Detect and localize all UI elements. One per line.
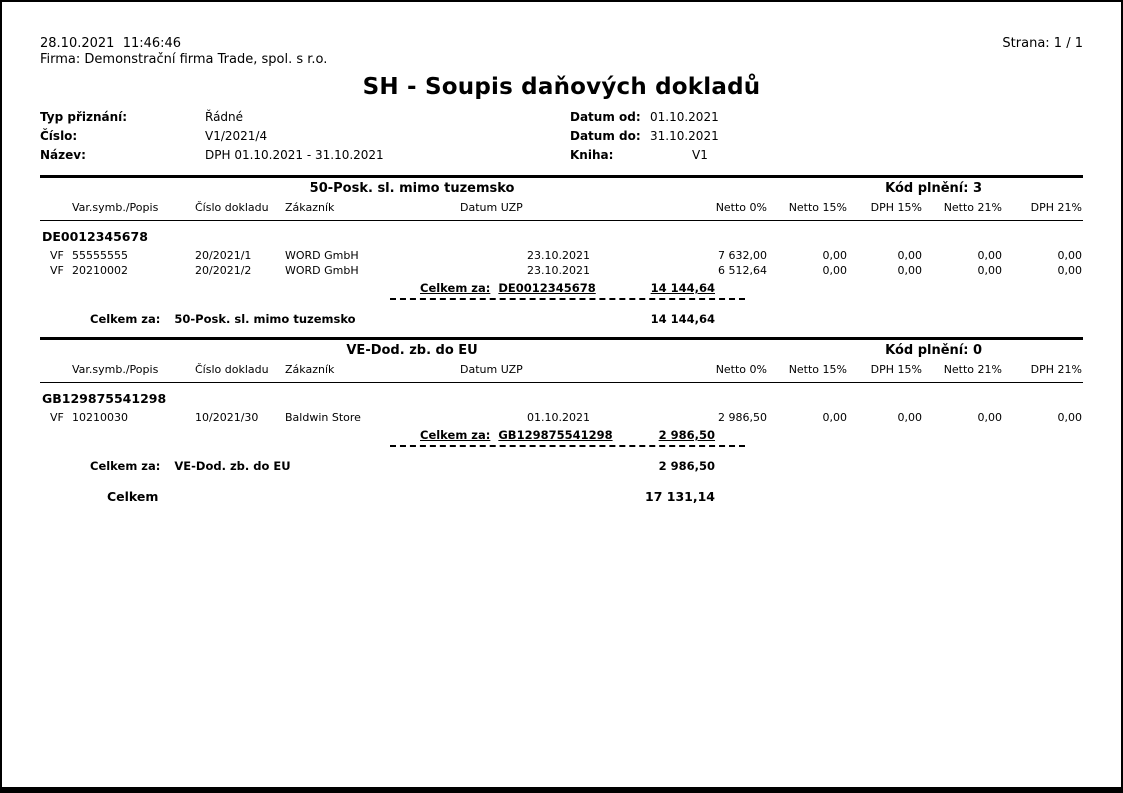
cell-doc: 20/2021/1 — [195, 249, 252, 262]
nazev-value: DPH 01.10.2021 - 31.10.2021 — [205, 148, 384, 162]
meta-row-kniha — [570, 148, 1000, 167]
cislo-value: V1/2021/4 — [205, 129, 268, 143]
section-50-posk — [40, 175, 1083, 328]
nazev-label: Název: — [40, 148, 86, 162]
cell-netto0: 7 632,00 — [718, 249, 767, 262]
cell-netto21: 0,00 — [977, 411, 1002, 424]
grand-total-row — [40, 489, 1083, 507]
col-header-netto15: Netto 15% — [788, 201, 847, 214]
table-row — [40, 248, 1083, 263]
cell-netto21: 0,00 — [977, 249, 1002, 262]
group-total-row — [390, 427, 745, 447]
grand-total-label: Celkem — [107, 489, 159, 504]
cell-dph15: 0,00 — [897, 411, 922, 424]
cell-date: 23.10.2021 — [527, 264, 590, 277]
section-total-row — [40, 312, 1083, 328]
cell-netto0: 6 512,64 — [718, 264, 767, 277]
column-headers — [40, 198, 1083, 221]
meta-row-nazev — [40, 148, 570, 167]
cell-type: VF — [50, 264, 64, 277]
col-header-date: Datum UZP — [460, 201, 523, 214]
cell-type: VF — [50, 411, 64, 424]
col-header-netto0: Netto 0% — [715, 201, 767, 214]
cell-netto15: 0,00 — [822, 411, 847, 424]
group-total-label: Celkem za: — [420, 428, 491, 442]
group-total-value: 14 144,64 — [650, 281, 715, 295]
cell-doc: 20/2021/2 — [195, 264, 252, 277]
group-name: GB129875541298 — [42, 391, 167, 406]
group-total-label: Celkem za: — [420, 281, 491, 295]
print-datetime: 28.10.2021 11:46:46 — [40, 36, 182, 51]
meta-left-column — [40, 110, 570, 167]
report-title: SH - Soupis daňových dokladů — [362, 74, 761, 100]
cislo-label: Číslo: — [40, 129, 78, 143]
group-total-value: 2 986,50 — [658, 428, 715, 442]
group-DE0012345678 — [40, 229, 1083, 300]
col-header-netto15: Netto 15% — [788, 363, 847, 376]
datum-do-value: 31.10.2021 — [650, 129, 719, 143]
kniha-value: V1 — [692, 148, 708, 162]
cell-varsymb: 20210002 — [72, 264, 128, 277]
cell-customer: WORD GmbH — [285, 249, 359, 262]
group-name: DE0012345678 — [42, 229, 148, 244]
table-row — [40, 263, 1083, 278]
group-total-name: GB129875541298 — [498, 428, 613, 442]
cell-varsymb: 10210030 — [72, 411, 128, 424]
col-header-doc: Číslo dokladu — [195, 201, 269, 214]
col-header-customer: Zákazník — [285, 201, 335, 214]
section-ve-dod — [40, 337, 1083, 475]
section-total-name: 50-Posk. sl. mimo tuzemsko — [174, 312, 356, 326]
col-header-dph21: DPH 21% — [1030, 201, 1082, 214]
cell-date: 01.10.2021 — [527, 411, 590, 424]
meta-row-datum-od — [570, 110, 1000, 129]
col-header-netto21: Netto 21% — [943, 363, 1002, 376]
cell-dph15: 0,00 — [897, 264, 922, 277]
group-GB129875541298 — [40, 391, 1083, 447]
section-total-value: 2 986,50 — [658, 459, 715, 473]
section-title: VE-Dod. zb. do EU — [346, 343, 478, 358]
section-total-label: Celkem za: — [90, 312, 161, 326]
report-content — [2, 2, 1121, 507]
col-header-dph15: DPH 15% — [870, 201, 922, 214]
datum-od-value: 01.10.2021 — [650, 110, 719, 124]
section-title-row — [40, 178, 1083, 198]
cell-dph21: 0,00 — [1057, 411, 1082, 424]
col-header-type — [40, 201, 72, 214]
company-line: Firma: Demonstrační firma Trade, spol. s r.o. — [40, 52, 328, 67]
cell-netto0: 2 986,50 — [718, 411, 767, 424]
cell-doc: 10/2021/30 — [195, 411, 259, 424]
col-header-customer: Zákazník — [285, 363, 335, 376]
datum-do-label: Datum do: — [570, 129, 641, 143]
grand-total-value: 17 131,14 — [645, 489, 715, 504]
section-code: Kód plnění: 3 — [885, 181, 983, 196]
meta-row-cislo — [40, 129, 570, 148]
col-header-dph21: DPH 21% — [1030, 363, 1082, 376]
meta-right-column — [570, 110, 1000, 167]
col-header-netto0: Netto 0% — [715, 363, 767, 376]
group-total-name: DE0012345678 — [498, 281, 596, 295]
col-header-date: Datum UZP — [460, 363, 523, 376]
cell-date: 23.10.2021 — [527, 249, 590, 262]
section-total-label: Celkem za: — [90, 459, 161, 473]
meta-row-datum-do — [570, 129, 1000, 148]
cell-dph21: 0,00 — [1057, 249, 1082, 262]
cell-customer: WORD GmbH — [285, 264, 359, 277]
section-code: Kód plnění: 0 — [885, 343, 983, 358]
meta-row-typ — [40, 110, 570, 129]
col-header-varsymb: Var.symb./Popis — [72, 363, 159, 376]
section-title-row — [40, 340, 1083, 360]
report-header-row — [40, 36, 1083, 52]
group-total-row — [390, 280, 745, 300]
col-header-doc: Číslo dokladu — [195, 363, 269, 376]
cell-type: VF — [50, 249, 64, 262]
datum-od-label: Datum od: — [570, 110, 641, 124]
report-meta — [40, 110, 1083, 167]
column-headers — [40, 360, 1083, 383]
col-header-varsymb: Var.symb./Popis — [72, 201, 159, 214]
section-total-value: 14 144,64 — [650, 312, 715, 326]
page-number: Strana: 1 / 1 — [1002, 36, 1083, 51]
kniha-label: Kniha: — [570, 148, 614, 162]
cell-varsymb: 55555555 — [72, 249, 128, 262]
col-header-dph15: DPH 15% — [870, 363, 922, 376]
section-total-row — [40, 459, 1083, 475]
cell-netto15: 0,00 — [822, 264, 847, 277]
typ-priznani-label: Typ přiznání: — [40, 110, 128, 124]
section-total-name: VE-Dod. zb. do EU — [174, 459, 291, 473]
cell-dph21: 0,00 — [1057, 264, 1082, 277]
table-row — [40, 410, 1083, 425]
cell-netto15: 0,00 — [822, 249, 847, 262]
typ-priznani-value: Řádné — [205, 110, 244, 124]
col-header-netto21: Netto 21% — [943, 201, 1002, 214]
section-title: 50-Posk. sl. mimo tuzemsko — [309, 181, 515, 196]
col-header-type — [40, 363, 72, 376]
cell-netto21: 0,00 — [977, 264, 1002, 277]
cell-dph15: 0,00 — [897, 249, 922, 262]
cell-customer: Baldwin Store — [285, 411, 361, 424]
